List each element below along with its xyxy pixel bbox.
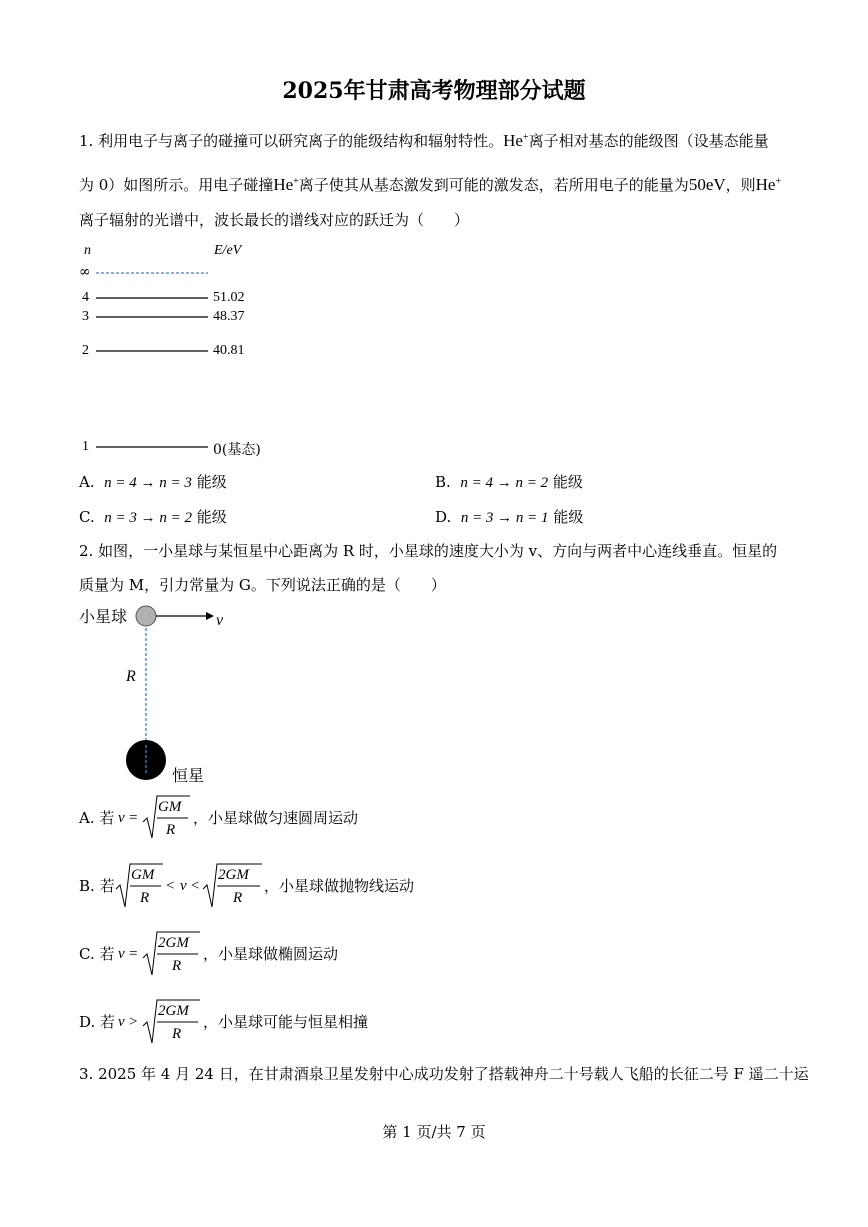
level-e-1: 0(基态) [213, 442, 261, 458]
level-e-4: 51.02 [213, 290, 245, 305]
q2-r-label: R [126, 668, 136, 685]
q1-option-a-math: n = 4 → n = 3 [104, 475, 192, 491]
q2-b-lt-2: < [191, 878, 200, 894]
q2-c-text: ，小星球做椭圆运动 [203, 945, 339, 963]
level-n-3: 3 [82, 309, 89, 324]
q1-text-line3: 离子辐射的光谱中，波长最长的谱线对应的跃迁为（ ） [79, 211, 470, 229]
q2-star-label: 恒星 [172, 766, 205, 785]
q2-b-den-2: R [233, 890, 243, 906]
q2-option-a[interactable]: A. 若 [79, 809, 115, 827]
q1-option-d[interactable]: D. n = 3 → n = 1 能级 [435, 508, 584, 526]
q2-d-gt: > [129, 1014, 138, 1030]
q2-d-v: v [118, 1014, 125, 1030]
q2-b-den-1: R [140, 890, 150, 906]
level-n-2: 2 [82, 343, 89, 358]
q1-line2c: ，则 [725, 176, 756, 194]
q2-b-text: ，小星球做抛物线运动 [264, 877, 415, 895]
q2-d-text: ，小星球可能与恒星相撞 [203, 1013, 369, 1031]
q1-line2a: 为 0）如图所示。用电子碰撞 [79, 176, 274, 194]
q2-small-star-label: 小星球 [79, 607, 128, 626]
q2-b-v: v [180, 878, 187, 894]
q2-a-v: v [118, 810, 125, 826]
q1-option-d-math: n = 3 → n = 1 [460, 510, 549, 526]
q1-option-c-math: n = 3 → n = 2 [104, 510, 193, 526]
q1-line1b: 离子相对基态的能级图（设基态能量 [528, 132, 769, 150]
q2-option-d[interactable]: D. 若 [79, 1013, 116, 1031]
level-n-1: 1 [82, 439, 89, 454]
q2-option-b[interactable]: B. 若 [79, 877, 115, 895]
q1-infinity-label: ∞ [79, 264, 91, 280]
q2-a-eq: = [129, 810, 138, 826]
q1-ion: He [503, 131, 523, 150]
q1-n-axis-label: n [84, 243, 91, 258]
q2-text-line2: 质量为 M，引力常量为 G。下列说法正确的是（ ） [79, 576, 446, 594]
page-title: 2025年甘肃高考物理部分试题 [282, 78, 586, 104]
q1-option-a[interactable]: A. n = 4 → n = 3 能级 [79, 473, 227, 491]
page-footer: 第 1 页/共 7 页 [382, 1123, 486, 1141]
q2-option-c[interactable]: C. 若 [79, 945, 115, 963]
q2-v-label: v [216, 612, 224, 629]
q1-option-b-math: n = 4 → n = 2 [460, 475, 549, 491]
q2-c-v: v [118, 946, 125, 962]
q1-energy: 50eV [688, 175, 726, 194]
q1-e-axis-text: E/eV [214, 243, 242, 258]
q2-d-num: 2GM [158, 1003, 189, 1019]
q2-d-den: R [172, 1026, 182, 1042]
q1-text-line2: 为 0）如图所示。用电子碰撞He+离子使其从基态激发到可能的激发态，若所用电子的能量为50eV，则He+ [79, 175, 782, 194]
q1-line2b: 离子使其从基态激发到可能的激发态，若所用电子的能量为 [298, 176, 689, 194]
q2-c-eq: = [129, 946, 138, 962]
q1-line1a: 1. 利用电子与离子的碰撞可以研究离子的能级结构和辐射特性。 [79, 132, 504, 150]
level-e-3: 48.37 [213, 309, 245, 324]
q3-text-line1: 3. 2025 年 4 月 24 日，在甘肃酒泉卫星发射中心成功发射了搭载神舟二十号载人飞船的长征二号 F 遥二十运 [79, 1065, 809, 1083]
q2-text-line1: 2. 如图，一小星球与某恒星中心距离为 R 时，小星球的速度大小为 v、方向与两者中心连线垂直。恒星的 [79, 542, 778, 560]
q2-a-text: ，小星球做匀速圆周运动 [193, 809, 359, 827]
q2-a-num: GM [158, 799, 182, 815]
q2-b-lt-1: < [166, 878, 175, 894]
q1-option-c[interactable]: C. n = 3 → n = 2 能级 [79, 508, 227, 526]
q1-ion-3: He [755, 175, 776, 194]
level-e-2: 40.81 [213, 343, 245, 358]
level-n-4: 4 [82, 290, 89, 305]
q2-c-num: 2GM [158, 935, 189, 951]
q2-b-num-2: 2GM [218, 867, 249, 883]
q1-option-b[interactable]: B. n = 4 → n = 2 能级 [435, 473, 583, 491]
q1-ion-charge: + [522, 132, 529, 143]
q2-a-den: R [166, 822, 176, 838]
q2-c-den: R [172, 958, 182, 974]
q1-ion-2: He [273, 175, 294, 194]
q2-b-num-1: GM [131, 867, 155, 883]
